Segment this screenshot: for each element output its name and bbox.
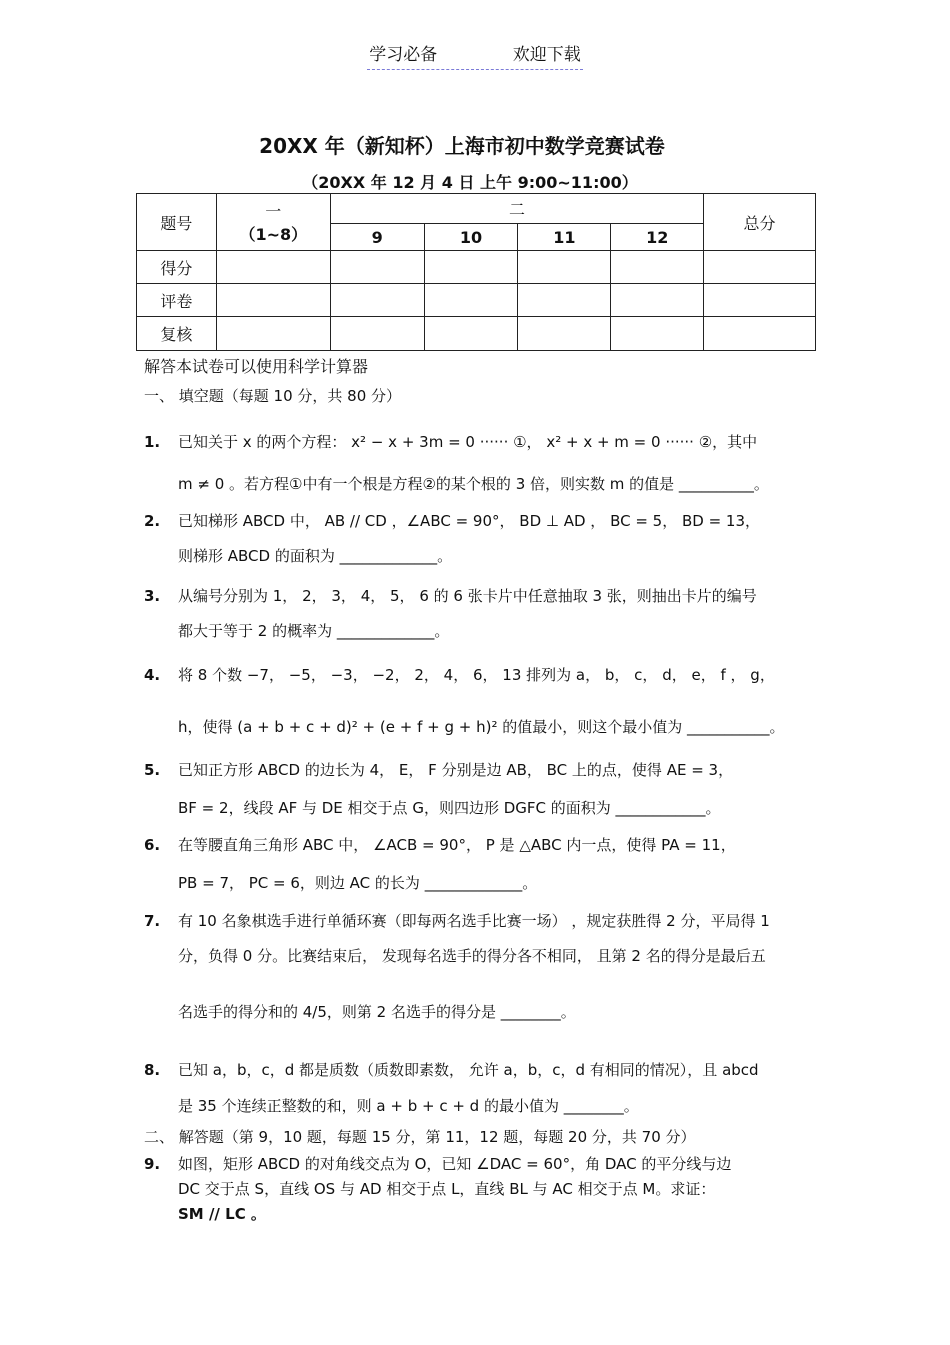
section-one-heading: 一、 填空题（每题 10 分，共 80 分）	[144, 387, 402, 405]
page-header	[0, 40, 950, 70]
question-line: 在等腰直角三角形 ABC 中， ∠ACB = 90°， P 是 △ABC 内一点，使得 PA = 11，	[178, 836, 736, 854]
sub-col: 11	[518, 224, 611, 251]
question-line: 是 35 个连续正整数的和，则 a + b + c + d 的最小值为 ________。	[178, 1097, 639, 1115]
col-one	[216, 194, 330, 251]
sub-col: 10	[424, 224, 518, 251]
row-label: 评卷	[137, 284, 217, 317]
exam-subtitle: （20XX 年 12 月 4 日 上午 9:00~11:00）	[302, 173, 638, 192]
col-one-label: 一	[265, 202, 282, 221]
question-line: 名选手的得分和的 4/5，则第 2 名选手的得分是 ________。	[178, 1003, 576, 1021]
col-tihao: 题号	[137, 194, 217, 251]
sub-col: 9	[330, 224, 424, 251]
question-line: 将 8 个数 −7， −5， −3， −2， 2， 4， 6， 13 排列为 a， b， c， d， e， f ， g，	[178, 666, 775, 684]
col-two: 二	[330, 194, 703, 224]
sub-col: 12	[611, 224, 704, 251]
col-one-range: （1~8）	[239, 225, 308, 244]
exam-title: 20XX 年（新知杯）上海市初中数学竞赛试卷	[259, 134, 665, 158]
question-line: 已知梯形 ABCD 中， AB // CD ，∠ABC = 90°， BD ⊥ AD ， BC = 5， BD = 13，	[178, 512, 761, 530]
question-line: 已知正方形 ABCD 的边长为 4， E， F 分别是边 AB， BC 上的点，使得 AE = 3，	[178, 761, 734, 779]
question-number: 1.	[144, 433, 161, 451]
question-line: m ≠ 0 。若方程①中有一个根是方程②的某个根的 3 倍，则实数 m 的值是 __________。	[178, 475, 769, 493]
question-line: DC 交于点 S，直线 OS 与 AD 相交于点 L，直线 BL 与 AC 相交于点 M。求证：	[178, 1180, 716, 1198]
header-left: 学习必备	[369, 45, 438, 65]
question-line: 都大于等于 2 的概率为 _____________。	[178, 622, 450, 640]
question-line: 分，负得 0 分。比赛结束后， 发现每名选手的得分各不相同， 且第 2 名的得分是最后五	[178, 947, 766, 965]
question-number: 4.	[144, 666, 161, 684]
header-right: 欢迎下载	[512, 45, 581, 65]
question-number: 7.	[144, 912, 161, 930]
question-number: 3.	[144, 587, 161, 605]
row-label: 得分	[137, 251, 217, 284]
question-line: 如图，矩形 ABCD 的对角线交点为 O，已知 ∠DAC = 60°，角 DAC 的平分线与边	[178, 1155, 732, 1173]
question-line: 已知关于 x 的两个方程： x² − x + 3m = 0 ······ ①， x² + x + m = 0 ······ ②，其中	[178, 433, 758, 451]
section-two-heading: 二、 解答题（第 9，10 题，每题 15 分，第 11，12 题，每题 20 分，共 70 分）	[144, 1128, 696, 1146]
question-number: 8.	[144, 1061, 161, 1079]
question-line: 则梯形 ABCD 的面积为 _____________。	[178, 547, 453, 565]
question-number: 2.	[144, 512, 161, 530]
question-line: SM // LC 。	[178, 1205, 266, 1223]
question-line: PB = 7， PC = 6，则边 AC 的长为 _____________。	[178, 874, 538, 892]
question-number: 6.	[144, 836, 161, 854]
question-line: 从编号分别为 1， 2， 3， 4， 5， 6 的 6 张卡片中任意抽取 3 张，则抽出卡片的编号	[178, 587, 757, 605]
col-total: 总分	[704, 194, 816, 251]
question-line: h，使得 (a + b + c + d)² + (e + f + g + h)² 的值最小，则这个最小值为 ___________。	[178, 718, 785, 736]
question-line: 有 10 名象棋选手进行单循环赛（即每两名选手比赛一场） ，规定获胜得 2 分，平局得 1	[178, 912, 770, 930]
calculator-note: 解答本试卷可以使用科学计算器	[144, 357, 369, 376]
question-line: 已知 a，b，c，d 都是质数（质数即素数， 允许 a，b，c，d 有相同的情况），且 abcd	[178, 1061, 759, 1079]
question-number: 5.	[144, 761, 161, 779]
question-line: BF = 2，线段 AF 与 DE 相交于点 G，则四边形 DGFC 的面积为 ____________。	[178, 799, 721, 817]
score-table	[136, 193, 816, 351]
row-label: 复核	[137, 317, 217, 351]
question-number: 9.	[144, 1155, 161, 1173]
